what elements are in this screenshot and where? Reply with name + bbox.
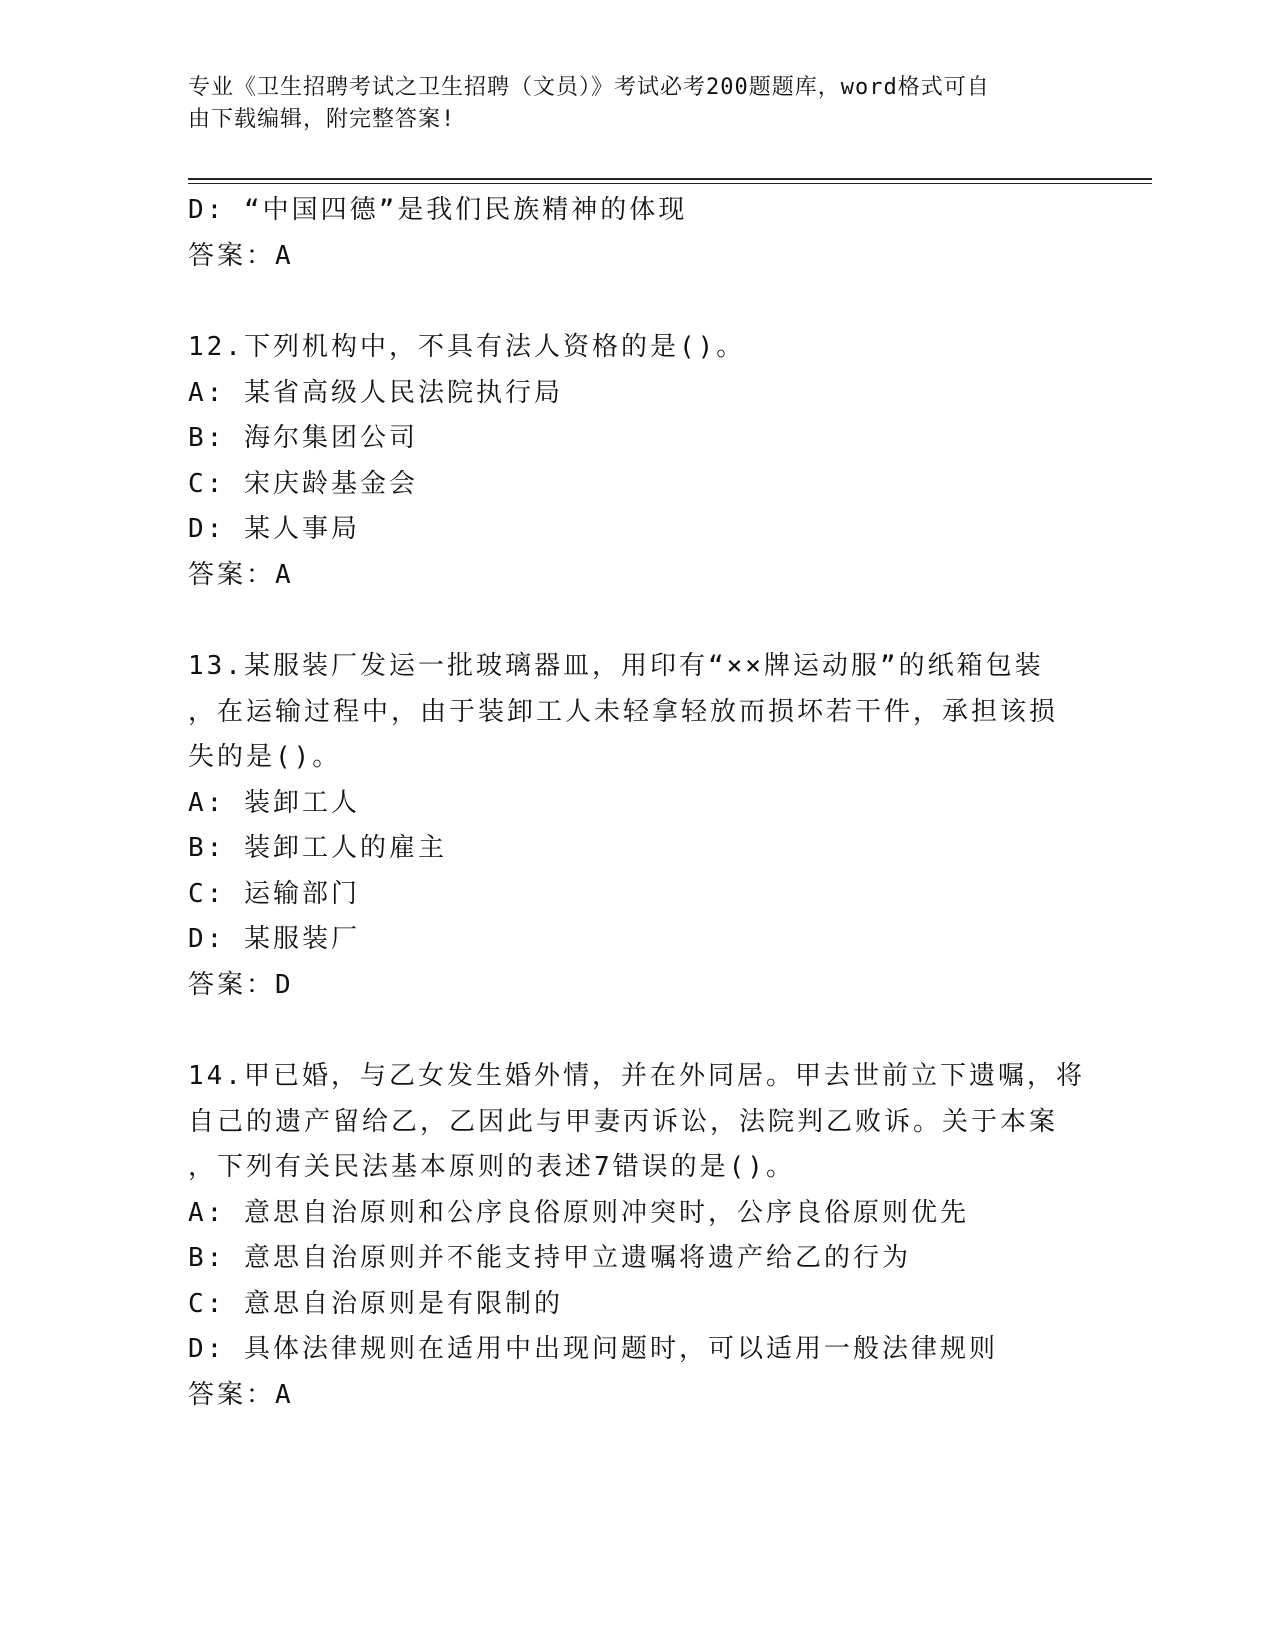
option-c: C: 运输部门 <box>188 878 360 909</box>
question-stem: 14.甲已婚，与乙女发生婚外情，并在外同居。甲去世前立下遗嘱，将 <box>188 1061 1085 1091</box>
answer-line: 答案：D <box>188 969 294 1000</box>
option-d: D: 具体法律规则在适用中出现问题时，可以适用一般法律规则 <box>188 1334 998 1364</box>
spacer <box>188 279 1088 325</box>
question-12 <box>188 325 1088 598</box>
document-header <box>188 72 1088 136</box>
header-rule-thick <box>188 178 1152 180</box>
question-14 <box>188 1054 1088 1418</box>
option-b: B: 装卸工人的雇主 <box>188 833 447 863</box>
option-c: C: 意思自治原则是有限制的 <box>188 1288 563 1319</box>
answer-line: 答案：A <box>188 559 294 590</box>
question-stem: ，在运输过程中，由于装卸工人未轻拿轻放而损坏若干件，承担该损 <box>188 696 1059 727</box>
option-a: A: 装卸工人 <box>188 787 360 818</box>
option-a: A: 某省高级人民法院执行局 <box>188 377 563 408</box>
spacer <box>188 1008 1088 1054</box>
question-stem: 12.下列机构中，不具有法人资格的是()。 <box>188 332 746 362</box>
header-line-1: 专业《卫生招聘考试之卫生招聘（文员）》考试必考200题题库，word格式可自 <box>188 75 990 100</box>
header-rule-thin <box>188 183 1152 184</box>
question-content <box>188 188 1088 1418</box>
question-stem: ，下列有关民法基本原则的表述7错误的是()。 <box>188 1152 795 1182</box>
option-d: D: 某人事局 <box>188 514 360 544</box>
answer-line: 答案：A <box>188 1379 294 1410</box>
header-line-2: 由下载编辑，附完整答案! <box>188 107 456 132</box>
option-d: D: “中国四德”是我们民族精神的体现 <box>188 195 688 225</box>
option-c: C: 宋庆龄基金会 <box>188 468 418 499</box>
question-13 <box>188 644 1088 1008</box>
question-stem: 13.某服装厂发运一批玻璃器皿，用印有“××牌运动服”的纸箱包装 <box>188 651 1044 681</box>
carry-over-block <box>188 188 1088 279</box>
answer-line: 答案：A <box>188 240 294 271</box>
option-b: B: 海尔集团公司 <box>188 423 418 453</box>
question-stem: 自己的遗产留给乙，乙因此与甲妻丙诉讼，法院判乙败诉。关于本案 <box>188 1106 1059 1137</box>
question-stem: 失的是()。 <box>188 742 342 772</box>
spacer <box>188 598 1088 644</box>
option-d: D: 某服装厂 <box>188 924 360 954</box>
option-b: B: 意思自治原则并不能支持甲立遗嘱将遗产给乙的行为 <box>188 1243 911 1273</box>
option-a: A: 意思自治原则和公序良俗原则冲突时，公序良俗原则优先 <box>188 1197 969 1228</box>
